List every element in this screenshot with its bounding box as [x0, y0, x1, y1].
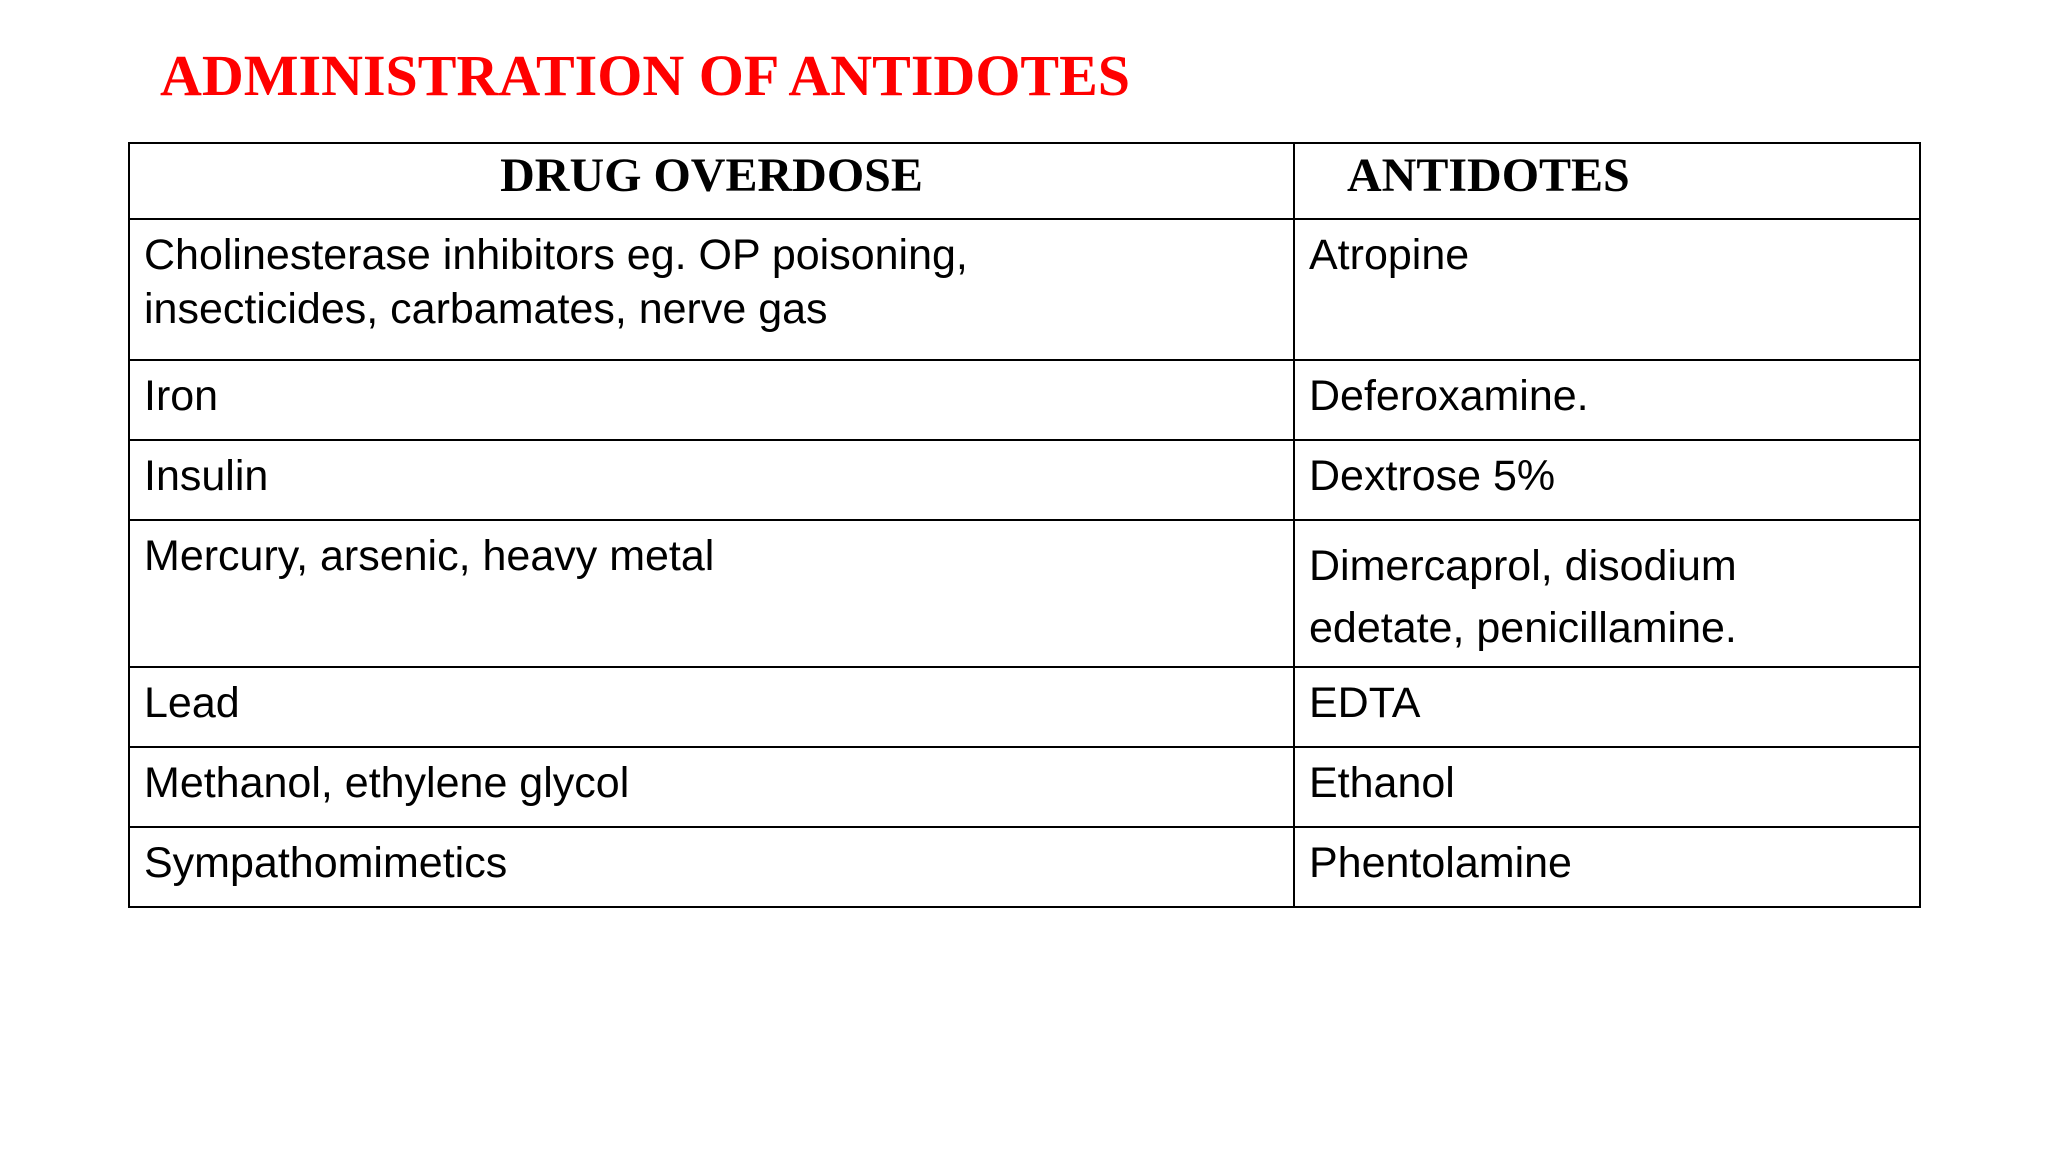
table-row: [129, 747, 1920, 827]
table-row: [129, 440, 1920, 520]
drug-line: Sympathomimetics: [144, 839, 508, 887]
antidote-line: Dextrose 5%: [1309, 452, 1556, 500]
drug-line: Methanol, ethylene glycol: [144, 759, 630, 807]
drug-cell: [129, 219, 1294, 360]
header-antidotes: ANTIDOTES: [1294, 143, 1920, 219]
antidote-cell: [1294, 219, 1920, 360]
antidote-cell: [1294, 747, 1920, 827]
drug-line: Insulin: [144, 452, 269, 500]
drug-cell: [129, 667, 1294, 747]
table-row: [129, 667, 1920, 747]
drug-cell: [129, 520, 1294, 667]
antidote-table: [128, 142, 1921, 908]
drug-line: Lead: [144, 679, 240, 727]
drug-line: Iron: [144, 372, 219, 420]
antidote-line: Deferoxamine.: [1309, 372, 1589, 420]
drug-line: insecticides, carbamates, nerve gas: [144, 285, 828, 333]
antidote-line: Ethanol: [1309, 759, 1455, 807]
table-row: [129, 360, 1920, 440]
drug-cell: [129, 360, 1294, 440]
drug-line: Cholinesterase inhibitors eg. OP poisoning,: [144, 231, 968, 279]
antidote-cell: [1294, 360, 1920, 440]
drug-cell: [129, 827, 1294, 907]
antidote-line: Atropine: [1309, 231, 1470, 279]
table-row: [129, 219, 1920, 360]
antidote-cell: [1294, 667, 1920, 747]
table-row: [129, 520, 1920, 667]
drug-cell: [129, 440, 1294, 520]
antidote-line: Dimercaprol, disodium: [1309, 542, 1737, 590]
header-row: [129, 143, 1920, 219]
header-drug-overdose: DRUG OVERDOSE: [129, 143, 1294, 219]
antidote-cell: [1294, 440, 1920, 520]
antidote-cell: [1294, 520, 1920, 667]
antidote-line: edetate, penicillamine.: [1309, 604, 1737, 652]
drug-cell: [129, 747, 1294, 827]
slide-title: ADMINISTRATION OF ANTIDOTES: [160, 43, 1131, 108]
antidote-line: Phentolamine: [1309, 839, 1572, 887]
antidote-line: EDTA: [1309, 679, 1421, 727]
drug-line: Mercury, arsenic, heavy metal: [144, 532, 715, 580]
table-row: [129, 827, 1920, 907]
antidote-cell: [1294, 827, 1920, 907]
